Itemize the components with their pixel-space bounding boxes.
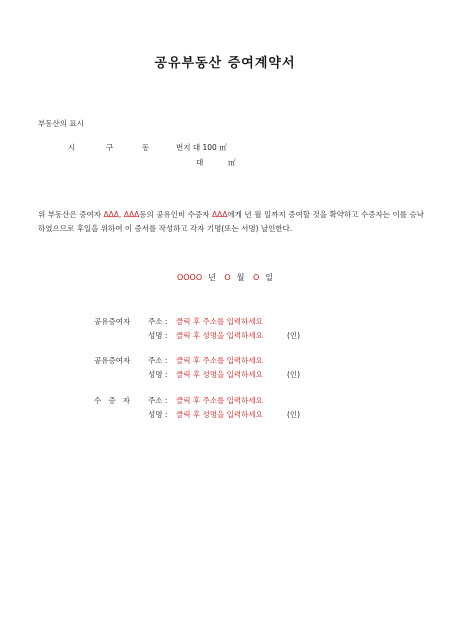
party-1-address-label: 주소 : <box>148 317 168 326</box>
party-3-address-field[interactable]: 클릭 후 주소를 입력하세요 <box>176 396 263 405</box>
day-label: 일 <box>265 273 274 282</box>
month-field[interactable]: О <box>224 273 231 282</box>
party-2-address-label: 주소 : <box>148 356 168 365</box>
property-line2-label: 대 <box>196 158 204 167</box>
contract-body <box>38 208 424 236</box>
party-1-seal: (인) <box>287 331 301 340</box>
property-heading: 부동산의 표시 <box>38 119 84 128</box>
party-1-role: 공유증여자 <box>94 317 131 326</box>
property-line1: 번지 대 100 ㎡ <box>176 143 227 152</box>
donors-field[interactable]: ΔΔΔ, ΔΔΔ <box>103 210 140 219</box>
property-si: 시 <box>68 143 76 152</box>
party-2-name-field[interactable]: 클릭 후 성명을 입력하세요 <box>176 370 263 379</box>
contract-date <box>0 272 450 283</box>
party-2-address-field[interactable]: 클릭 후 주소를 입력하세요 <box>176 356 263 365</box>
party-1-name-label: 성명 : <box>148 331 168 340</box>
party-3-name-label: 성명 : <box>148 410 168 419</box>
party-2-name-label: 성명 : <box>148 370 168 379</box>
donee-field[interactable]: ΔΔΔ <box>212 210 228 219</box>
party-3-role: 수 증 자 <box>94 396 131 405</box>
party-3-name-field[interactable]: 클릭 후 성명을 입력하세요 <box>176 410 263 419</box>
year-label: 년 <box>208 273 216 282</box>
property-line2-unit: ㎡ <box>228 158 236 167</box>
party-1-address-field[interactable]: 클릭 후 주소를 입력하세요 <box>176 317 263 326</box>
year-field[interactable]: ОООО <box>176 273 203 282</box>
party-3-address-label: 주소 : <box>148 396 168 405</box>
month-label: 월 <box>236 273 245 282</box>
day-field[interactable]: О <box>253 273 260 282</box>
body-text-3: 에게 년 월 일까지 증여할 것을 확약하고 수증자는 이를 승낙하였으므로 후일을 위하여 이 증서를 작성하고 각자 기명(또는 서명) 날인한다. <box>38 210 424 233</box>
party-1-name-field[interactable]: 클릭 후 성명을 입력하세요 <box>176 331 263 340</box>
body-text-1: 위 부동산은 증여자 <box>38 210 104 219</box>
party-3-seal: (인) <box>287 410 301 419</box>
body-text-2: 등의 공유인비 수증자 <box>139 210 213 219</box>
party-2-role: 공유증여자 <box>94 356 131 365</box>
party-2-seal: (인) <box>287 370 301 379</box>
property-gu: 구 <box>106 143 114 152</box>
property-dong: 동 <box>142 143 150 152</box>
document-title: 공유부동산 증여계약서 <box>154 56 296 71</box>
